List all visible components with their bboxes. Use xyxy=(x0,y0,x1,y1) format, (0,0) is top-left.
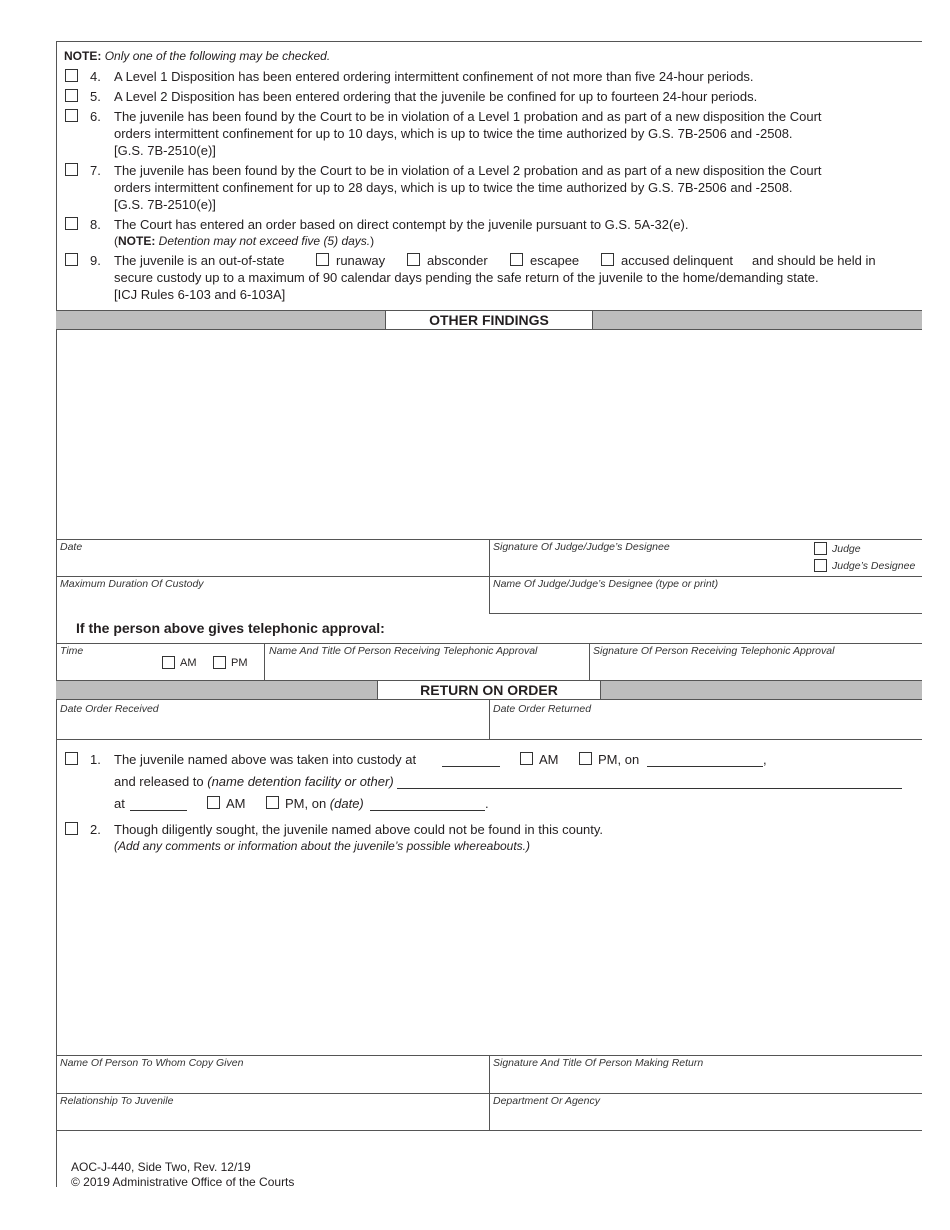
custody-date-blank[interactable] xyxy=(647,766,763,767)
absconder-checkbox[interactable] xyxy=(407,253,420,266)
date-received-field[interactable] xyxy=(57,717,488,737)
tel-am-checkbox[interactable] xyxy=(162,656,175,669)
item-4-number: 4. xyxy=(90,69,101,84)
item-9-line-2: secure custody up to a maximum of 90 calendar days pending the safe return of the juvenile to the home/demanding state. xyxy=(114,270,819,285)
tel-signature-label: Signature Of Person Receiving Telephonic Approval xyxy=(593,645,835,657)
return-bottom-line xyxy=(56,739,922,740)
return-signature-label: Signature And Title Of Person Making Return xyxy=(493,1057,704,1069)
custody-am-label: AM xyxy=(539,752,559,767)
relationship-label: Relationship To Juvenile xyxy=(60,1095,174,1107)
note-line xyxy=(64,49,330,64)
custody-comma: , xyxy=(763,752,767,767)
item-6-checkbox[interactable] xyxy=(65,109,78,122)
tel-name-title-label: Name And Title Of Person Receiving Telephonic Approval xyxy=(269,645,538,657)
time-label: Time xyxy=(60,645,84,657)
form-number: AOC-J-440, Side Two, Rev. 12/19 xyxy=(71,1160,251,1174)
at-label: at xyxy=(114,796,125,811)
judge-label: Judge xyxy=(832,543,861,555)
item-9-checkbox[interactable] xyxy=(65,253,78,266)
date-field[interactable] xyxy=(57,555,488,575)
release-time-blank[interactable] xyxy=(130,810,187,811)
item-8-text: The Court has entered an order based on direct contempt by the juvenile pursuant to G.S. 5A-32(e). xyxy=(114,217,689,232)
item-9-lead: The juvenile is an out-of-state xyxy=(114,253,285,268)
item-8-note-close: ) xyxy=(370,234,375,248)
max-duration-label: Maximum Duration Of Custody xyxy=(60,578,204,590)
date-returned-label: Date Order Returned xyxy=(493,703,592,715)
item-6-line-1: The juvenile has been found by the Court to be in violation of a Level 1 probation and as part of a new disposition the Court xyxy=(114,109,822,124)
item-7-checkbox[interactable] xyxy=(65,163,78,176)
escapee-checkbox[interactable] xyxy=(510,253,523,266)
date-label: Date xyxy=(60,541,83,553)
judge-checkbox[interactable] xyxy=(814,542,827,555)
item-5-number: 5. xyxy=(90,89,101,104)
custody-am-checkbox[interactable] xyxy=(520,752,533,765)
item-7-line-3: [G.S. 7B-2510(e)] xyxy=(114,197,216,212)
custody-pm-label: PM, on xyxy=(598,752,640,767)
return-1-number: 1. xyxy=(90,752,101,767)
top-border xyxy=(56,41,922,42)
max-duration-field[interactable] xyxy=(57,592,488,612)
item-6-line-3: [G.S. 7B-2510(e)] xyxy=(114,143,216,158)
tel-top-line xyxy=(56,643,922,644)
release-date-word: (date) xyxy=(329,796,364,811)
item-5-text: A Level 2 Disposition has been entered ordering that the juvenile be confined for up to fourteen 24-hour periods. xyxy=(114,89,758,104)
return-2-number: 2. xyxy=(90,822,101,837)
tel-am-label: AM xyxy=(180,657,197,669)
release-pm-text xyxy=(285,796,364,812)
runaway-label: runaway xyxy=(336,253,386,268)
bottom-end-line xyxy=(56,1130,922,1131)
return-on-order-title: RETURN ON ORDER xyxy=(377,680,601,700)
judges-designee-label: Judge’s Designee xyxy=(832,560,916,572)
judge-name-label: Name Of Judge/Judge’s Designee (type or print) xyxy=(493,578,719,590)
release-period: . xyxy=(485,796,489,811)
telephonic-heading: If the person above gives telephonic approval: xyxy=(76,620,385,636)
tel-divider-1 xyxy=(264,643,265,680)
item-6-number: 6. xyxy=(90,109,101,124)
item-8-note-open: ( xyxy=(114,234,118,248)
note-label: NOTE: xyxy=(64,49,102,63)
item-8-note-text: Detention may not exceed five (5) days. xyxy=(155,234,371,248)
item-9-line-3: [ICJ Rules 6-103 and 6-103A] xyxy=(114,287,286,302)
copyright: © 2019 Administrative Office of the Courts xyxy=(71,1175,295,1189)
whereabouts-comments-area[interactable] xyxy=(57,858,922,1054)
item-7-line-1: The juvenile has been found by the Court to be in violation of a Level 2 probation and as part of a new disposition the Court xyxy=(114,163,822,178)
item-4-text: A Level 1 Disposition has been entered ordering intermittent confinement of not more than five 24-hour periods. xyxy=(114,69,754,84)
note-text: Only one of the following may be checked. xyxy=(104,49,331,63)
judge-name-field[interactable] xyxy=(490,592,921,612)
released-to-b: (name detention facility or other) xyxy=(207,774,394,789)
judge-signature-label: Signature Of Judge/Judge’s Designee xyxy=(493,541,670,553)
released-to-text xyxy=(114,774,394,790)
return-signature-field[interactable] xyxy=(490,1071,921,1092)
item-9-tail: and should be held in xyxy=(752,253,876,268)
return-1-checkbox[interactable] xyxy=(65,752,78,765)
absconder-label: absconder xyxy=(427,253,488,268)
released-to-blank[interactable] xyxy=(397,788,902,789)
release-pm-label: PM, on xyxy=(285,796,330,811)
custody-time-blank[interactable] xyxy=(442,766,500,767)
date-received-label: Date Order Received xyxy=(60,703,159,715)
release-am-label: AM xyxy=(226,796,246,811)
release-date-blank[interactable] xyxy=(370,810,485,811)
department-label: Department Or Agency xyxy=(493,1095,600,1107)
other-findings-title: OTHER FINDINGS xyxy=(385,310,593,330)
custody-pm-checkbox[interactable] xyxy=(579,752,592,765)
escapee-label: escapee xyxy=(530,253,580,268)
release-pm-checkbox[interactable] xyxy=(266,796,279,809)
department-field[interactable] xyxy=(490,1109,921,1129)
relationship-field[interactable] xyxy=(57,1109,488,1129)
released-to-a: and released to xyxy=(114,774,208,789)
item-8-note-label: NOTE: xyxy=(118,234,156,248)
item-8-checkbox[interactable] xyxy=(65,217,78,230)
accused-delinquent-label: accused delinquent xyxy=(621,253,734,268)
sig-bottom-line xyxy=(489,613,922,614)
item-4-checkbox[interactable] xyxy=(65,69,78,82)
tel-pm-label: PM xyxy=(231,657,248,669)
release-am-checkbox[interactable] xyxy=(207,796,220,809)
tel-divider-2 xyxy=(589,643,590,680)
judges-designee-checkbox[interactable] xyxy=(814,559,827,572)
item-7-number: 7. xyxy=(90,163,101,178)
item-5-checkbox[interactable] xyxy=(65,89,78,102)
copy-given-label: Name Of Person To Whom Copy Given xyxy=(60,1057,244,1069)
date-returned-field[interactable] xyxy=(490,717,921,737)
return-2-text: Though diligently sought, the juvenile named above could not be found in this county. xyxy=(114,822,604,837)
return-1-text: The juvenile named above was taken into custody at xyxy=(114,752,417,767)
accused-delinquent-checkbox[interactable] xyxy=(601,253,614,266)
return-2-checkbox[interactable] xyxy=(65,822,78,835)
tel-pm-checkbox[interactable] xyxy=(213,656,226,669)
copy-given-field[interactable] xyxy=(57,1071,488,1092)
other-findings-area[interactable] xyxy=(57,331,922,539)
runaway-checkbox[interactable] xyxy=(316,253,329,266)
item-9-number: 9. xyxy=(90,253,101,268)
item-8-number: 8. xyxy=(90,217,101,232)
item-6-line-2: orders intermittent confinement for up to 10 days, which is up to twice the time authorized by G.S. 7B-2506 and -2508. xyxy=(114,126,793,141)
item-7-line-2: orders intermittent confinement for up to 28 days, which is up to twice the time authorized by G.S. 7B-2506 and -2508. xyxy=(114,180,793,195)
item-8-note xyxy=(114,234,374,249)
return-2-subtext: (Add any comments or information about the juvenile’s possible whereabouts.) xyxy=(114,839,531,853)
